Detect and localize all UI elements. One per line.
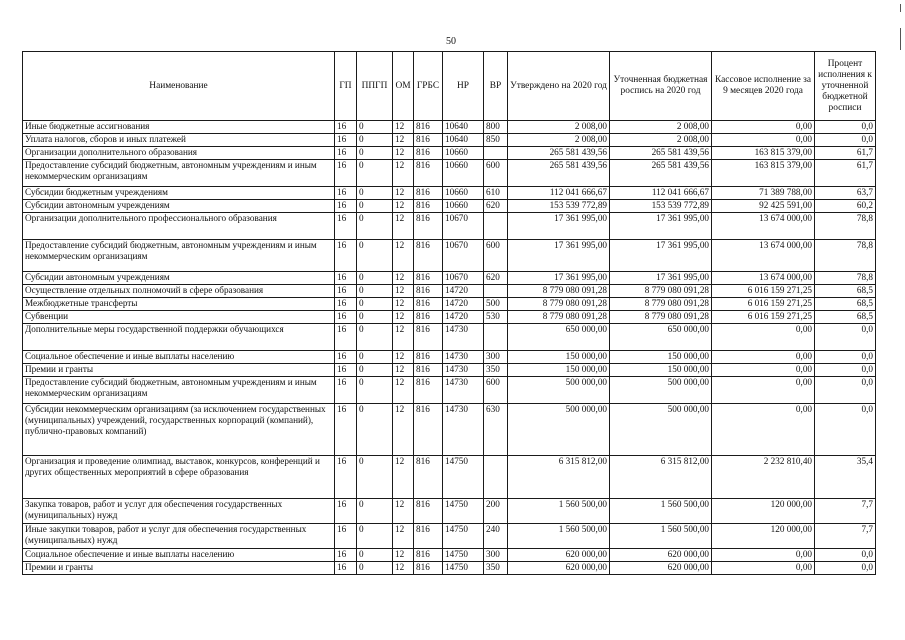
cell-grbs: 816 [414,272,443,285]
cell-name: Предоставление субсидий бюджетным, автономным учреждениям и иным некоммерческим организациям [23,377,335,404]
cell-specified: 2 008,00 [610,134,712,147]
table-row [23,147,876,160]
cell-ppgp: 0 [357,187,393,200]
cell-specified: 112 041 666,67 [610,187,712,200]
cell-nr: 10670 [443,272,484,285]
cell-grbs: 816 [414,364,443,377]
cell-percent: 78,8 [815,240,876,272]
cell-cash: 13 674 000,00 [712,213,815,240]
cell-approved: 500 000,00 [508,404,610,456]
cell-om: 12 [393,121,414,134]
cell-grbs: 816 [414,456,443,499]
cell-grbs: 816 [414,298,443,311]
cell-gp: 16 [335,562,357,575]
cell-approved: 500 000,00 [508,377,610,404]
cell-gp: 16 [335,324,357,351]
cell-name: Социальное обеспечение и иные выплаты населению [23,549,335,562]
table-row [23,285,876,298]
cell-om: 12 [393,285,414,298]
cell-name: Организации дополнительного образования [23,147,335,160]
cell-grbs: 816 [414,311,443,324]
margin-mark [900,4,901,12]
cell-approved: 2 008,00 [508,134,610,147]
table-row [23,499,876,524]
cell-om: 12 [393,456,414,499]
cell-ppgp: 0 [357,456,393,499]
cell-gp: 16 [335,240,357,272]
cell-approved: 17 361 995,00 [508,272,610,285]
cell-nr: 10670 [443,213,484,240]
cell-cash: 0,00 [712,134,815,147]
cell-name: Премии и гранты [23,562,335,575]
table-row [23,213,876,240]
cell-approved: 112 041 666,67 [508,187,610,200]
cell-approved: 150 000,00 [508,351,610,364]
cell-grbs: 816 [414,213,443,240]
cell-vr: 500 [484,298,508,311]
header-specified: Уточненная бюджетная роспись на 2020 год [610,52,712,121]
cell-specified: 265 581 439,56 [610,160,712,187]
cell-percent: 0,0 [815,549,876,562]
cell-approved: 620 000,00 [508,562,610,575]
cell-vr [484,324,508,351]
cell-ppgp: 0 [357,404,393,456]
cell-ppgp: 0 [357,121,393,134]
cell-approved: 8 779 080 091,28 [508,298,610,311]
cell-cash: 2 232 810,40 [712,456,815,499]
budget-execution-table [22,51,876,575]
cell-cash: 0,00 [712,377,815,404]
cell-vr [484,147,508,160]
cell-cash: 92 425 591,00 [712,200,815,213]
cell-approved: 2 008,00 [508,121,610,134]
cell-ppgp: 0 [357,160,393,187]
cell-specified: 6 315 812,00 [610,456,712,499]
cell-specified: 620 000,00 [610,562,712,575]
cell-specified: 265 581 439,56 [610,147,712,160]
cell-approved: 650 000,00 [508,324,610,351]
cell-percent: 7,7 [815,499,876,524]
cell-approved: 17 361 995,00 [508,213,610,240]
cell-cash: 0,00 [712,549,815,562]
cell-nr: 14750 [443,456,484,499]
cell-cash: 0,00 [712,121,815,134]
header-grbs: ГРБС [414,52,443,121]
cell-gp: 16 [335,364,357,377]
header-ppgp: ППГП [357,52,393,121]
table-row [23,311,876,324]
cell-specified: 2 008,00 [610,121,712,134]
cell-name: Предоставление субсидий бюджетным, автономным учреждениям и иным некоммерческим организациям [23,160,335,187]
cell-percent: 68,5 [815,298,876,311]
cell-grbs: 816 [414,562,443,575]
cell-vr: 610 [484,187,508,200]
cell-percent: 0,0 [815,562,876,575]
cell-vr [484,285,508,298]
cell-approved: 8 779 080 091,28 [508,285,610,298]
cell-cash: 0,00 [712,364,815,377]
cell-nr: 10640 [443,134,484,147]
cell-vr: 240 [484,524,508,549]
cell-percent: 0,0 [815,121,876,134]
header-cash: Кассовое исполнение за 9 месяцев 2020 года [712,52,815,121]
cell-vr: 630 [484,404,508,456]
cell-nr: 10660 [443,147,484,160]
cell-name: Уплата налогов, сборов и иных платежей [23,134,335,147]
cell-grbs: 816 [414,121,443,134]
cell-om: 12 [393,160,414,187]
cell-om: 12 [393,524,414,549]
cell-om: 12 [393,272,414,285]
cell-ppgp: 0 [357,351,393,364]
header-vr: ВР [484,52,508,121]
cell-ppgp: 0 [357,213,393,240]
cell-name: Иные бюджетные ассигнования [23,121,335,134]
cell-vr: 600 [484,160,508,187]
cell-om: 12 [393,200,414,213]
cell-name: Предоставление субсидий бюджетным, автономным учреждениям и иным некоммерческим организациям [23,240,335,272]
cell-percent: 0,0 [815,134,876,147]
cell-name: Субсидии некоммерческим организациям (за исключением государственных (муниципальных) учреждений, государственных корпораций (компаний), публично-правовых компаний) [23,404,335,456]
header-approved: Утверждено на 2020 год [508,52,610,121]
cell-percent: 0,0 [815,377,876,404]
cell-gp: 16 [335,499,357,524]
cell-ppgp: 0 [357,562,393,575]
cell-vr [484,456,508,499]
table-header-row [23,52,876,121]
cell-om: 12 [393,213,414,240]
cell-cash: 163 815 379,00 [712,160,815,187]
cell-specified: 8 779 080 091,28 [610,285,712,298]
table-row [23,121,876,134]
cell-om: 12 [393,364,414,377]
cell-percent: 78,8 [815,213,876,240]
cell-ppgp: 0 [357,285,393,298]
cell-cash: 0,00 [712,324,815,351]
cell-grbs: 816 [414,499,443,524]
table-row [23,272,876,285]
header-gp: ГП [335,52,357,121]
cell-vr: 600 [484,240,508,272]
cell-gp: 16 [335,377,357,404]
cell-gp: 16 [335,456,357,499]
cell-grbs: 816 [414,351,443,364]
cell-approved: 8 779 080 091,28 [508,311,610,324]
cell-gp: 16 [335,524,357,549]
cell-specified: 650 000,00 [610,324,712,351]
cell-gp: 16 [335,134,357,147]
cell-ppgp: 0 [357,240,393,272]
cell-grbs: 816 [414,524,443,549]
cell-specified: 17 361 995,00 [610,213,712,240]
cell-om: 12 [393,549,414,562]
table-row [23,524,876,549]
cell-vr: 200 [484,499,508,524]
cell-om: 12 [393,499,414,524]
cell-percent: 0,0 [815,324,876,351]
table-row [23,134,876,147]
cell-approved: 6 315 812,00 [508,456,610,499]
cell-ppgp: 0 [357,311,393,324]
cell-ppgp: 0 [357,499,393,524]
cell-gp: 16 [335,549,357,562]
cell-om: 12 [393,298,414,311]
cell-ppgp: 0 [357,147,393,160]
cell-grbs: 816 [414,324,443,351]
cell-specified: 500 000,00 [610,404,712,456]
cell-om: 12 [393,187,414,200]
cell-grbs: 816 [414,404,443,456]
cell-ppgp: 0 [357,272,393,285]
cell-grbs: 816 [414,160,443,187]
cell-cash: 0,00 [712,351,815,364]
cell-nr: 10640 [443,121,484,134]
cell-vr: 600 [484,377,508,404]
cell-nr: 10660 [443,200,484,213]
cell-ppgp: 0 [357,377,393,404]
cell-gp: 16 [335,311,357,324]
cell-grbs: 816 [414,549,443,562]
cell-gp: 16 [335,160,357,187]
page-number: 50 [446,36,456,47]
cell-vr: 800 [484,121,508,134]
cell-om: 12 [393,147,414,160]
cell-specified: 8 779 080 091,28 [610,311,712,324]
cell-approved: 150 000,00 [508,364,610,377]
cell-gp: 16 [335,285,357,298]
cell-om: 12 [393,562,414,575]
cell-nr: 14730 [443,351,484,364]
cell-nr: 14730 [443,324,484,351]
cell-nr: 14720 [443,311,484,324]
cell-nr: 14720 [443,285,484,298]
cell-nr: 14720 [443,298,484,311]
table-body [23,121,876,575]
cell-nr: 14730 [443,364,484,377]
cell-nr: 14750 [443,499,484,524]
cell-vr: 350 [484,364,508,377]
cell-om: 12 [393,324,414,351]
cell-percent: 68,5 [815,285,876,298]
cell-cash: 6 016 159 271,25 [712,298,815,311]
cell-cash: 163 815 379,00 [712,147,815,160]
cell-grbs: 816 [414,200,443,213]
cell-vr: 300 [484,351,508,364]
cell-gp: 16 [335,213,357,240]
cell-percent: 61,7 [815,147,876,160]
header-nr: НР [443,52,484,121]
cell-cash: 71 389 788,00 [712,187,815,200]
cell-nr: 14750 [443,562,484,575]
cell-name: Организация и проведение олимпиад, выставок, конкурсов, конференций и других общественных мероприятий в сфере образования [23,456,335,499]
cell-cash: 0,00 [712,562,815,575]
cell-cash: 13 674 000,00 [712,272,815,285]
cell-ppgp: 0 [357,324,393,351]
cell-percent: 0,0 [815,351,876,364]
cell-grbs: 816 [414,377,443,404]
table-row [23,404,876,456]
cell-name: Премии и гранты [23,364,335,377]
cell-percent: 35,4 [815,456,876,499]
cell-vr: 350 [484,562,508,575]
cell-vr [484,213,508,240]
cell-nr: 14730 [443,404,484,456]
cell-approved: 1 560 500,00 [508,524,610,549]
cell-nr: 14750 [443,549,484,562]
table-row [23,549,876,562]
cell-gp: 16 [335,200,357,213]
cell-cash: 120 000,00 [712,499,815,524]
cell-cash: 120 000,00 [712,524,815,549]
cell-specified: 150 000,00 [610,351,712,364]
cell-name: Субвенции [23,311,335,324]
table-row [23,240,876,272]
cell-specified: 620 000,00 [610,549,712,562]
table-row [23,324,876,351]
cell-vr: 530 [484,311,508,324]
cell-percent: 60,2 [815,200,876,213]
cell-grbs: 816 [414,240,443,272]
cell-percent: 7,7 [815,524,876,549]
cell-nr: 10670 [443,240,484,272]
table-row [23,456,876,499]
cell-percent: 0,0 [815,404,876,456]
cell-name: Субсидии бюджетным учреждениям [23,187,335,200]
cell-gp: 16 [335,187,357,200]
cell-approved: 17 361 995,00 [508,240,610,272]
cell-grbs: 816 [414,285,443,298]
cell-grbs: 816 [414,147,443,160]
cell-ppgp: 0 [357,549,393,562]
cell-om: 12 [393,311,414,324]
cell-specified: 8 779 080 091,28 [610,298,712,311]
cell-cash: 13 674 000,00 [712,240,815,272]
cell-approved: 153 539 772,89 [508,200,610,213]
cell-grbs: 816 [414,187,443,200]
cell-ppgp: 0 [357,364,393,377]
cell-name: Социальное обеспечение и иные выплаты населению [23,351,335,364]
cell-approved: 1 560 500,00 [508,499,610,524]
cell-percent: 0,0 [815,364,876,377]
margin-mark [900,28,901,50]
cell-name: Осуществление отдельных полномочий в сфере образования [23,285,335,298]
table-row [23,160,876,187]
cell-name: Организации дополнительного профессионального образования [23,213,335,240]
cell-gp: 16 [335,351,357,364]
cell-approved: 265 581 439,56 [508,160,610,187]
cell-name: Субсидии автономным учреждениям [23,272,335,285]
cell-ppgp: 0 [357,298,393,311]
cell-name: Субсидии автономным учреждениям [23,200,335,213]
header-percent: Процент исполнения к уточненной бюджетной росписи [815,52,876,121]
cell-om: 12 [393,404,414,456]
cell-specified: 153 539 772,89 [610,200,712,213]
table-row [23,377,876,404]
cell-nr: 14750 [443,524,484,549]
cell-name: Закупка товаров, работ и услуг для обеспечения государственных (муниципальных) нужд [23,499,335,524]
cell-nr: 10660 [443,160,484,187]
table-row [23,298,876,311]
cell-specified: 17 361 995,00 [610,272,712,285]
cell-vr: 620 [484,200,508,213]
cell-ppgp: 0 [357,200,393,213]
cell-percent: 78,8 [815,272,876,285]
cell-vr: 850 [484,134,508,147]
cell-name: Иные закупки товаров, работ и услуг для обеспечения государственных (муниципальных) нужд [23,524,335,549]
cell-vr: 300 [484,549,508,562]
table-row [23,364,876,377]
header-om: ОМ [393,52,414,121]
cell-cash: 0,00 [712,404,815,456]
cell-approved: 620 000,00 [508,549,610,562]
cell-gp: 16 [335,121,357,134]
cell-approved: 265 581 439,56 [508,147,610,160]
cell-gp: 16 [335,298,357,311]
cell-om: 12 [393,377,414,404]
cell-percent: 68,5 [815,311,876,324]
cell-cash: 6 016 159 271,25 [712,311,815,324]
header-name: Наименование [23,52,335,121]
cell-gp: 16 [335,147,357,160]
cell-percent: 63,7 [815,187,876,200]
cell-name: Дополнительные меры государственной поддержки обучающихся [23,324,335,351]
cell-specified: 150 000,00 [610,364,712,377]
cell-gp: 16 [335,272,357,285]
cell-gp: 16 [335,404,357,456]
cell-specified: 1 560 500,00 [610,524,712,549]
table-row [23,351,876,364]
cell-om: 12 [393,351,414,364]
table-row [23,200,876,213]
cell-ppgp: 0 [357,134,393,147]
cell-name: Межбюджетные трансферты [23,298,335,311]
cell-specified: 1 560 500,00 [610,499,712,524]
cell-om: 12 [393,134,414,147]
cell-nr: 10660 [443,187,484,200]
cell-specified: 17 361 995,00 [610,240,712,272]
cell-cash: 6 016 159 271,25 [712,285,815,298]
cell-percent: 61,7 [815,160,876,187]
cell-om: 12 [393,240,414,272]
table-row [23,187,876,200]
cell-vr: 620 [484,272,508,285]
cell-grbs: 816 [414,134,443,147]
cell-specified: 500 000,00 [610,377,712,404]
cell-nr: 14730 [443,377,484,404]
table-row [23,562,876,575]
cell-ppgp: 0 [357,524,393,549]
